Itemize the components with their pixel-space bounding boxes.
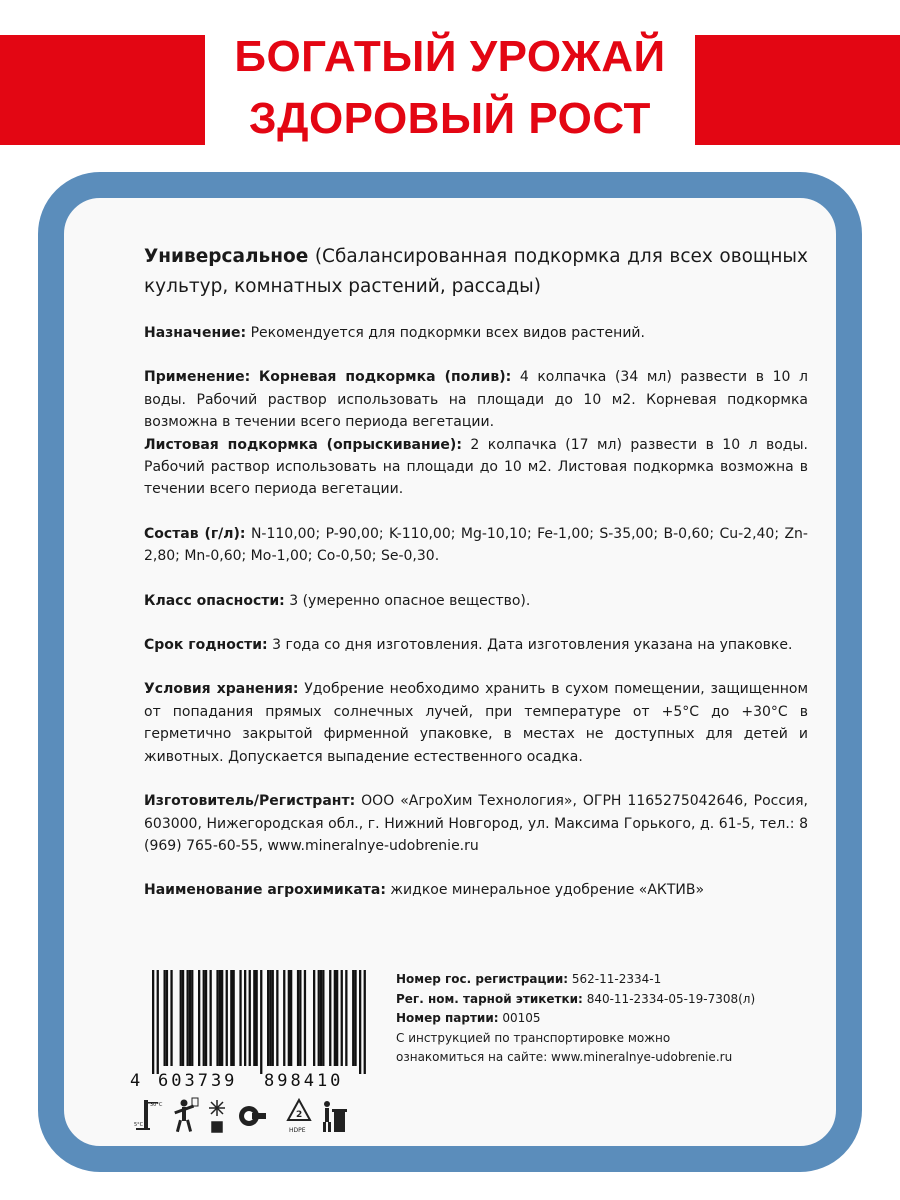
barcode-bar <box>182 970 184 1066</box>
agrochemical-paragraph <box>144 879 808 901</box>
root-feeding-text: 4 колпачка (34 мл) развести в 10 л воды. Рабочий раствор использовать на площади до 10 м2. Корневая подкормка возможна в течении всего периода вегетации. <box>144 369 808 431</box>
barcode-bar <box>203 970 205 1066</box>
manufacturer-paragraph <box>144 790 808 857</box>
barcode-bar <box>249 970 251 1066</box>
barcode-bar <box>205 970 207 1066</box>
barcode-bar <box>341 970 343 1066</box>
svg-text:2: 2 <box>296 1110 303 1120</box>
keep-away-from-children-icon <box>174 1098 198 1132</box>
storage-text: Удобрение необходимо хранить в сухом помещении, защищенном от попадания прямых солнечных лучей, при температуре от +5°С до +30°С в герметично закрытой фирменной упаковке, в местах не доступных для детей и животных. Допускается выпадение естественного осадка. <box>144 681 809 765</box>
registration-number-value: 562-11-2334-1 <box>571 972 662 986</box>
batch-number-row <box>396 1009 816 1029</box>
barcode-bar <box>313 970 315 1066</box>
label-number-row <box>396 990 816 1010</box>
composition-label: Состав (г/л): <box>144 525 246 542</box>
label-frame <box>38 172 862 1172</box>
storage-paragraph <box>144 678 808 768</box>
transport-info-line-2: ознакомиться на сайте: www.mineralnye-udobrenie.ru <box>396 1050 733 1064</box>
recycle-hdpe-icon <box>288 1100 310 1134</box>
hazard-paragraph <box>144 590 808 612</box>
barcode-bar <box>288 970 290 1066</box>
shelf-life-text: 3 года со дня изготовления. Дата изготовления указана на упаковке. <box>272 637 793 654</box>
barcode-bar <box>267 970 269 1066</box>
headline <box>205 26 695 150</box>
barcode-bar <box>290 970 292 1066</box>
barcode-bar <box>260 970 262 1074</box>
banner-band-right <box>695 35 900 145</box>
barcode-bar <box>354 970 356 1066</box>
hazard-text: 3 (умеренно опасное вещество). <box>289 592 531 609</box>
label-number-label: Рег. ном. тарной этикетки: <box>396 991 583 1006</box>
hazard-label: Класс опасности: <box>144 592 285 609</box>
barcode-digits-right: 898410 <box>264 1071 344 1090</box>
barcode-bar <box>219 970 221 1066</box>
svg-text:30°С: 30°С <box>150 1102 163 1108</box>
barcode-bar <box>299 970 301 1066</box>
registration-number-label: Номер гос. регистрации: <box>396 972 569 986</box>
barcode-bar <box>334 970 336 1066</box>
dispose-in-bin-icon <box>323 1101 347 1132</box>
headline-line-1: БОГАТЫЙ УРОЖАЙ <box>234 32 666 81</box>
purpose-label: Назначение: <box>144 325 247 341</box>
barcode-bar <box>157 970 159 1074</box>
shelf-life-label: Срок годности: <box>144 637 268 654</box>
foliar-feeding-label: Листовая подкормка (опрыскивание): <box>144 436 462 453</box>
headline-line-2: ЗДОРОВЫЙ РОСТ <box>249 94 651 143</box>
barcode-bar <box>210 970 212 1066</box>
manufacturer-label: Изготовитель/Регистрант: <box>144 793 356 810</box>
protect-from-sunlight-icon <box>209 1100 225 1132</box>
barcode-bar <box>336 970 338 1066</box>
barcode-bar <box>318 970 320 1066</box>
barcode-bar <box>244 970 246 1066</box>
root-feeding-label: Корневая подкормка (полив): <box>258 369 512 386</box>
barcode-bar <box>320 970 322 1066</box>
barcode-bar <box>198 970 200 1066</box>
barcode-bar <box>269 970 271 1066</box>
manufacturer-text: ООО «АгроХим Технология», ОГРН 1165275042646, Россия, 603000, Нижегородская обл., г. Нижний Новгород, ул. Максима Горького, д. 61-5, тел.: 8 (969) 765-60-55, www.mineralnye-udobrenie.ru <box>144 793 809 854</box>
barcode-bar <box>297 970 299 1066</box>
registration-block <box>396 970 816 1068</box>
safety-symbols <box>134 1096 394 1136</box>
batch-number-value: 00105 <box>502 1011 541 1025</box>
barcode-bar <box>189 970 191 1066</box>
barcode-bars <box>152 970 366 1074</box>
label-footer <box>124 960 824 1160</box>
temperature-limits-icon <box>134 1100 163 1130</box>
barcode-bar <box>322 970 324 1066</box>
storage-label: Условия хранения: <box>144 681 299 698</box>
barcode-bar <box>364 970 366 1074</box>
composition-paragraph <box>144 523 808 568</box>
barcode-bar <box>272 970 274 1066</box>
barcode-bar <box>152 970 154 1074</box>
shelf-life-paragraph <box>144 634 808 656</box>
svg-text:5°С: 5°С <box>134 1122 144 1128</box>
product-intro <box>144 242 808 302</box>
registration-number-row <box>396 970 816 990</box>
barcode-bar <box>352 970 354 1066</box>
barcode-digits-left: 603739 <box>158 1071 238 1090</box>
agrochemical-text: жидкое минеральное удобрение «АКТИВ» <box>390 882 705 899</box>
barcode-bar <box>256 970 258 1066</box>
barcode-bar <box>276 970 278 1066</box>
transport-info-line-1: С инструкцией по транспортировке можно <box>396 1030 671 1045</box>
svg-text:HDPE: HDPE <box>289 1127 306 1134</box>
barcode-digit-first: 4 <box>130 1071 141 1090</box>
barcode-bar <box>166 970 168 1066</box>
barcode-bar <box>304 970 306 1066</box>
barcode-bar <box>216 970 218 1066</box>
application-foliar-paragraph <box>144 434 808 501</box>
application-root-paragraph <box>144 366 808 433</box>
barcode-bar <box>187 970 189 1066</box>
purpose-text: Рекомендуется для подкормки всех видов растений. <box>250 325 645 341</box>
purpose-paragraph <box>144 322 808 344</box>
label-content <box>144 242 808 924</box>
product-description: (Сбалансированная подкормка для всех овощных культур, комнатных растений, рассады) <box>144 246 808 297</box>
barcode-bar <box>329 970 331 1066</box>
rst-certification-icon <box>239 1106 266 1126</box>
barcode-bar <box>230 970 232 1066</box>
label-number-value: 840-11-2334-05-19-7308(л) <box>586 991 756 1006</box>
barcode-bar <box>221 970 223 1066</box>
barcode-bar <box>180 970 182 1066</box>
barcode-bar <box>226 970 228 1066</box>
foliar-feeding-text: 2 колпачка (17 мл) развести в 10 л воды. Рабочий раствор использовать на площади до 10 м2. Листовая подкормка возможна в течении всего периода вегетации. <box>144 436 808 498</box>
barcode-bar <box>233 970 235 1066</box>
barcode-bar <box>164 970 166 1066</box>
application-label: Применение: <box>144 369 251 386</box>
agrochemical-label: Наименование агрохимиката: <box>144 882 386 899</box>
barcode-bar <box>191 970 193 1066</box>
barcode-bar <box>283 970 285 1066</box>
batch-number-label: Номер партии: <box>396 1011 499 1025</box>
barcode-bar <box>359 970 361 1074</box>
barcode-bar <box>239 970 241 1066</box>
barcode-bar <box>253 970 255 1066</box>
composition-text: N-110,00; P-90,00; K-110,00; Mg-10,10; Fe-1,00; S-35,00; B-0,60; Cu-2,40; Zn-2,80; Mn-0,60; Mo-1,00; Co-0,50; Se-0,30. <box>144 525 808 565</box>
product-name: Универсальное <box>144 246 309 267</box>
barcode <box>130 970 370 1090</box>
barcode-bar <box>170 970 172 1066</box>
barcode-bar <box>345 970 347 1066</box>
banner-band-left <box>0 35 205 145</box>
